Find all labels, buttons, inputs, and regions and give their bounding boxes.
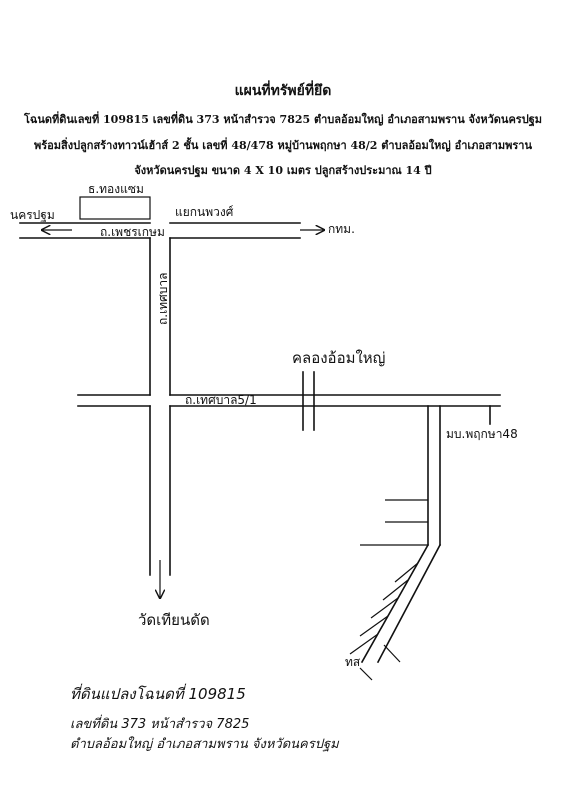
diagonal-lane xyxy=(360,616,388,636)
to-bangkok-label: กทม. xyxy=(328,222,355,236)
document-title: แผนที่ทรัพย์ที่ยึด xyxy=(234,83,332,99)
diagonal-road-end xyxy=(384,645,400,662)
phetkasem-road-label: ถ.เพชรเกษม xyxy=(100,225,165,239)
handwritten-note-parcel: เลขที่ดิน 373 หน้าสำรวจ 7825 xyxy=(70,717,250,732)
bank-building xyxy=(80,197,150,219)
building-description-line-2: พร้อมสิ่งปลูกสร้างทาวน์เฮ้าส์ 2 ชั้น เลขที่ 48/478 หมู่บ้านพฤกษา 48/2 ตำบลอ้อมใหญ่ อำเภอสามพราน xyxy=(33,139,533,152)
plot-marker-pointer xyxy=(360,668,372,680)
handwritten-note-location: ตำบลอ้อมใหญ่ อำเภอสามพราน จังหวัดนครปฐม xyxy=(70,737,339,752)
village-label: มบ.พฤกษา48 xyxy=(446,427,518,441)
bank-label: ธ.ทองแซม xyxy=(88,182,144,196)
to-nakhon-pathom-label: นครปฐม xyxy=(10,208,55,222)
soi-road-label: ถ.เทศบาล5/1 xyxy=(185,393,257,407)
plot-marker-label: ทส xyxy=(345,655,361,669)
side-road-label: ถ.เทศบาล xyxy=(156,272,170,325)
diagonal-lane xyxy=(383,580,408,600)
canal-label: คลองอ้อมใหญ่ xyxy=(292,349,386,367)
diagonal-lane xyxy=(350,634,378,654)
diagonal-lane xyxy=(395,563,418,582)
junction-label: แยกนพวงศ์ xyxy=(175,205,234,219)
diagonal-road-edge-left xyxy=(362,545,428,662)
location-description-line-3: จังหวัดนครปฐม ขนาด 4 X 10 เมตร ปลูกสร้างประมาณ 14 ปี xyxy=(134,164,432,177)
deed-description-line-1: โฉนดที่ดินเลขที่ 109815 เลขที่ดิน 373 หน้าสำรวจ 7825 ตำบลอ้อมใหญ่ อำเภอสามพราน จังหวัดนครปฐม xyxy=(23,113,543,126)
diagonal-lane xyxy=(371,598,398,618)
diagonal-road-edge-right xyxy=(378,545,440,662)
handwritten-note-deed: ที่ดินแปลงโฉนดที่ 109815 xyxy=(70,685,246,703)
temple-label: วัดเทียนดัด xyxy=(138,611,210,629)
